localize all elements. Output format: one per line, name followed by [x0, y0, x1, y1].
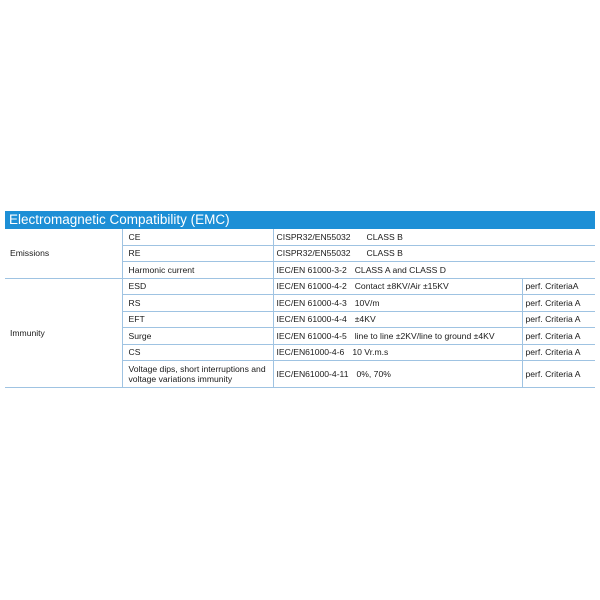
test-level: 10 Vr.m.s — [352, 347, 389, 358]
standard-name: CISPR32/EN55032 — [276, 231, 351, 242]
test-level: line to line ±2KV/line to ground ±4KV — [354, 330, 495, 341]
test-item: CE — [122, 229, 273, 245]
standard-name: IEC/EN61000-4-11 — [276, 369, 349, 379]
criteria-cell: perf. Criteria A — [522, 344, 595, 361]
standard-name: CISPR32/EN55032 — [276, 248, 351, 259]
standard-name: IEC/EN 61000-4-2 — [276, 281, 347, 292]
test-item: RS — [122, 295, 273, 312]
test-item — [122, 361, 273, 388]
test-item: Harmonic current — [122, 262, 273, 279]
standard-cell — [273, 361, 522, 388]
criteria-cell: perf. Criteria A — [522, 311, 595, 328]
standard-cell — [273, 229, 595, 245]
standard-cell — [273, 311, 522, 328]
table-row — [5, 278, 595, 295]
test-level: ±4KV — [354, 314, 376, 325]
test-item-text: Voltage dips, short interruptions and voltage variations immunity — [128, 364, 266, 384]
test-level: 0%, 70% — [356, 369, 391, 379]
emc-section — [5, 211, 595, 388]
standard-cell — [273, 278, 522, 295]
standard-name: IEC/EN 61000-4-5 — [276, 330, 347, 341]
standard-cell — [273, 295, 522, 312]
test-level: CLASS B — [366, 248, 403, 259]
standard-name: IEC/EN 61000-3-2 — [276, 264, 347, 275]
standard-cell — [273, 262, 595, 279]
standard-name: IEC/EN61000-4-6 — [276, 347, 345, 358]
test-level: CLASS A and CLASS D — [354, 264, 446, 275]
test-item: EFT — [122, 311, 273, 328]
table-row — [5, 229, 595, 245]
test-item: RE — [122, 245, 273, 262]
criteria-cell: perf. Criteria A — [522, 295, 595, 312]
criteria-cell: perf. CriteriaA — [522, 278, 595, 295]
test-level: 10V/m — [354, 297, 380, 308]
standard-name: IEC/EN 61000-4-3 — [276, 297, 347, 308]
standard-cell — [273, 245, 595, 262]
standard-cell — [273, 328, 522, 345]
standard-name: IEC/EN 61000-4-4 — [276, 314, 347, 325]
test-item: ESD — [122, 278, 273, 295]
test-level: Contact ±8KV/Air ±15KV — [354, 281, 449, 292]
standard-cell — [273, 344, 522, 361]
test-item: Surge — [122, 328, 273, 345]
emc-section-title: Electromagnetic Compatibility (EMC) — [5, 211, 595, 229]
emc-table — [5, 229, 595, 388]
test-level: CLASS B — [366, 231, 403, 242]
criteria-cell: perf. Criteria A — [522, 328, 595, 345]
criteria-cell: perf. Criteria A — [522, 361, 595, 388]
test-item: CS — [122, 344, 273, 361]
group-label-emissions: Emissions — [5, 229, 122, 278]
group-label-immunity: Immunity — [5, 278, 122, 388]
